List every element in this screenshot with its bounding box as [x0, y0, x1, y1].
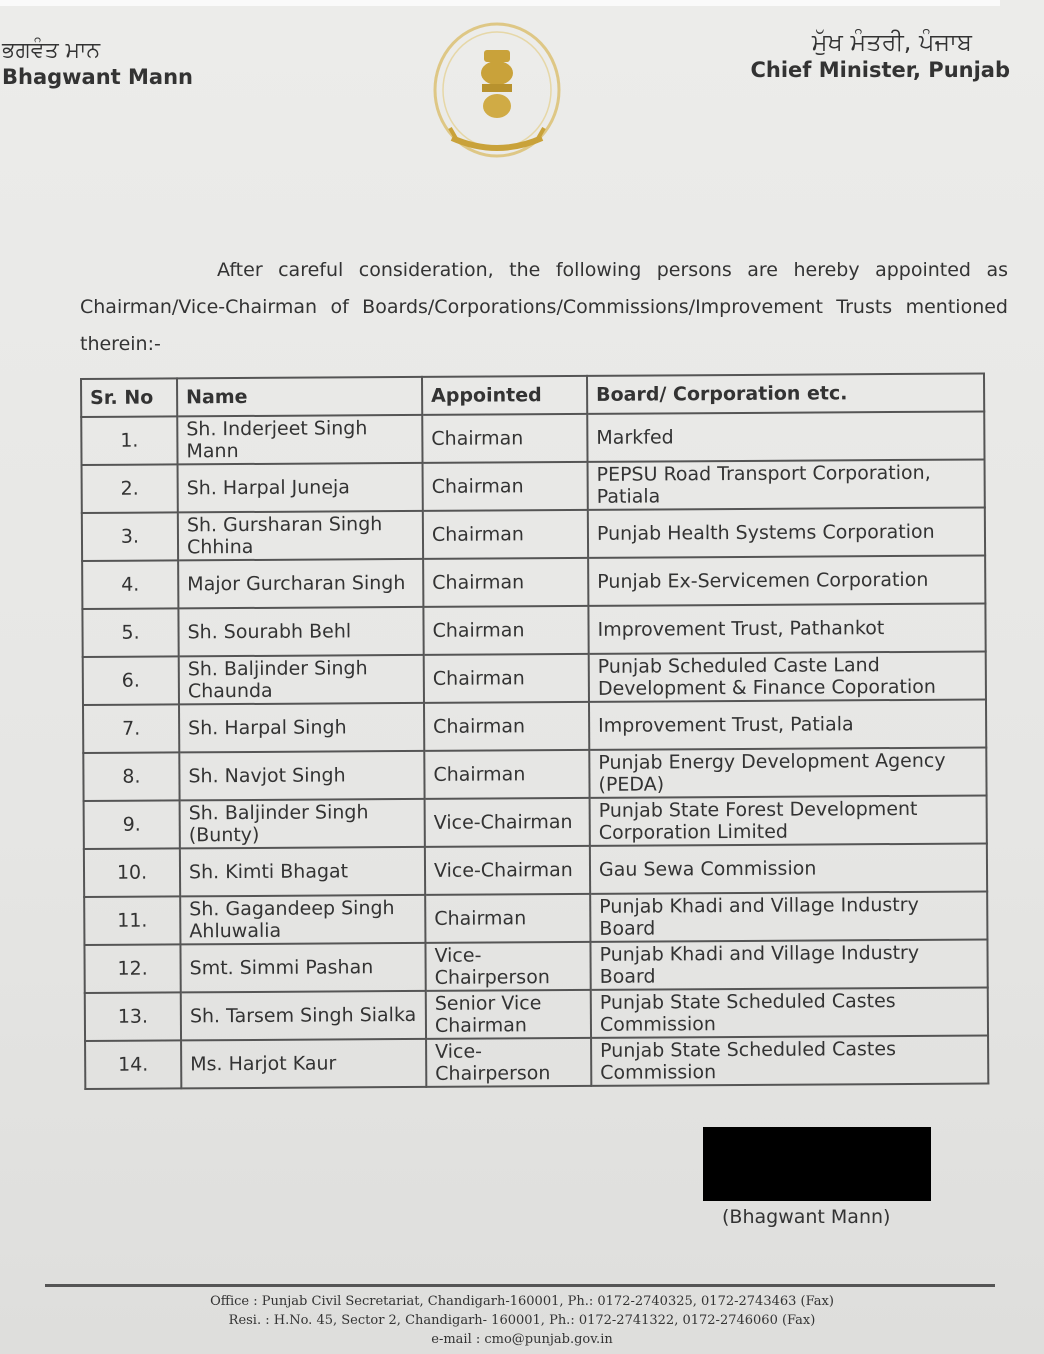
table-row	[83, 747, 986, 801]
cell-sr-no: 14.	[85, 1040, 181, 1089]
name-punjabi: ਭਗਵੰਤ ਮਾਨ	[2, 38, 101, 63]
cell-appointed: Chairman	[423, 462, 588, 511]
cell-sr-no: 11.	[84, 896, 180, 945]
letterhead-right	[750, 28, 1010, 82]
cell-appointed: Chairman	[423, 606, 588, 655]
cell-board: Gau Sewa Commission	[590, 843, 987, 893]
table-row	[83, 651, 986, 705]
table-row	[82, 603, 985, 657]
cell-appointed: Chairman	[422, 414, 587, 463]
cell-appointed: Chairman	[423, 558, 588, 607]
footer-office: Office : Punjab Civil Secretariat, Chandigarh-160001, Ph.: 0172-2740325, 0172-2743463 (Fax)	[210, 1294, 834, 1309]
intro-paragraph	[80, 252, 1008, 363]
table-row	[84, 795, 987, 849]
cell-name: Sh. Sourabh Behl	[178, 607, 423, 656]
cell-board: PEPSU Road Transport Corporation, Patiala	[588, 459, 985, 509]
cell-appointed: Chairman	[424, 654, 589, 703]
cell-name: Sh. Navjot Singh	[179, 751, 424, 800]
cell-board: Punjab Khadi and Village Industry Board	[590, 891, 987, 941]
table-row	[84, 843, 987, 897]
cell-sr-no: 13.	[85, 992, 181, 1041]
cell-name: Sh. Inderjeet Singh Mann	[177, 415, 422, 464]
footer-email: e-mail : cmo@punjab.gov.in	[431, 1332, 613, 1347]
header-name: Name	[177, 377, 422, 416]
cell-sr-no: 12.	[84, 944, 180, 993]
cell-name: Sh. Harpal Singh	[179, 703, 424, 752]
table-row	[81, 411, 984, 465]
cell-appointed: Vice-Chairperson	[426, 1038, 591, 1087]
cell-board: Punjab State Scheduled Castes Commission	[591, 1035, 988, 1085]
cell-name: Sh. Tarsem Singh Sialka	[181, 991, 426, 1040]
title-punjabi: ਮੁੱਖ ਮੰਤਰੀ, ਪੰਜਾਬ	[811, 28, 972, 56]
cell-name: Sh. Gursharan Singh Chhina	[178, 511, 423, 560]
cell-name: Sh. Kimti Bhagat	[180, 847, 425, 896]
cell-sr-no: 2.	[82, 464, 178, 513]
cell-board: Improvement Trust, Pathankot	[588, 603, 985, 653]
letterhead-left	[2, 38, 193, 89]
table-header-row	[81, 373, 984, 417]
header-board: Board/ Corporation etc.	[587, 373, 984, 413]
table-row	[84, 939, 987, 993]
cell-sr-no: 6.	[83, 656, 179, 705]
table-row	[82, 555, 985, 609]
cell-board: Punjab State Forest Development Corporation Limited	[590, 795, 987, 845]
cell-sr-no: 8.	[83, 752, 179, 801]
cell-appointed: Vice-Chairperson	[425, 942, 590, 991]
top-strip	[0, 0, 1000, 6]
cell-appointed: Vice-Chairman	[425, 798, 590, 847]
cell-name: Sh. Harpal Juneja	[178, 463, 423, 512]
cell-name: Major Gurcharan Singh	[178, 559, 423, 608]
footer-contact	[0, 1292, 1044, 1349]
cell-board: Punjab Energy Development Agency (PEDA)	[589, 747, 986, 797]
cell-appointed: Senior Vice Chairman	[426, 990, 591, 1039]
table-row	[85, 987, 988, 1041]
cell-sr-no: 9.	[84, 800, 180, 849]
footer-divider	[45, 1284, 995, 1287]
cell-board: Markfed	[587, 411, 984, 461]
cell-name: Ms. Harjot Kaur	[181, 1039, 426, 1088]
cell-appointed: Chairman	[423, 510, 588, 559]
intro-text: After careful consideration, the following persons are hereby appointed as Chairman/Vice-Chairman of Boards/Corporations/Commissions/Improvement Trusts mentioned therein:-	[80, 259, 1008, 355]
cell-board: Punjab Scheduled Caste Land Development & Finance Coporation	[589, 651, 986, 701]
cell-name: Sh. Baljinder Singh Chaunda	[179, 655, 424, 704]
cell-board: Improvement Trust, Patiala	[589, 699, 986, 749]
title-english: Chief Minister, Punjab	[750, 58, 1010, 82]
header-sr-no: Sr. No	[81, 378, 177, 417]
cell-name: Sh. Gagandeep Singh Ahluwalia	[180, 895, 425, 944]
cell-board: Punjab Ex-Servicemen Corporation	[588, 555, 985, 605]
name-english: Bhagwant Mann	[2, 65, 193, 89]
state-emblem-seal-icon	[422, 18, 572, 168]
table-row	[83, 699, 986, 753]
table-row	[85, 1035, 988, 1089]
cell-board: Punjab Health Systems Corporation	[588, 507, 985, 557]
cell-sr-no: 1.	[81, 416, 177, 465]
signatory-name: (Bhagwant Mann)	[722, 1206, 891, 1228]
cell-name: Smt. Simmi Pashan	[180, 943, 425, 992]
cell-name: Sh. Baljinder Singh (Bunty)	[180, 799, 425, 848]
cell-sr-no: 4.	[82, 560, 178, 609]
cell-sr-no: 7.	[83, 704, 179, 753]
redacted-signature	[703, 1127, 931, 1201]
cell-board: Punjab Khadi and Village Industry Board	[590, 939, 987, 989]
cell-appointed: Chairman	[425, 894, 590, 943]
table-row	[82, 507, 985, 561]
appointments-table	[80, 372, 989, 1090]
table-row	[84, 891, 987, 945]
cell-appointed: Chairman	[424, 702, 589, 751]
cell-appointed: Chairman	[424, 750, 589, 799]
footer-residence: Resi. : H.No. 45, Sector 2, Chandigarh- 160001, Ph.: 0172-2741322, 0172-2746060 (Fax)	[228, 1313, 816, 1328]
cell-board: Punjab State Scheduled Castes Commission	[591, 987, 988, 1037]
cell-sr-no: 5.	[82, 608, 178, 657]
cell-sr-no: 10.	[84, 848, 180, 897]
cell-appointed: Vice-Chairman	[425, 846, 590, 895]
table-row	[82, 459, 985, 513]
header-appointed: Appointed	[422, 376, 587, 415]
cell-sr-no: 3.	[82, 512, 178, 561]
